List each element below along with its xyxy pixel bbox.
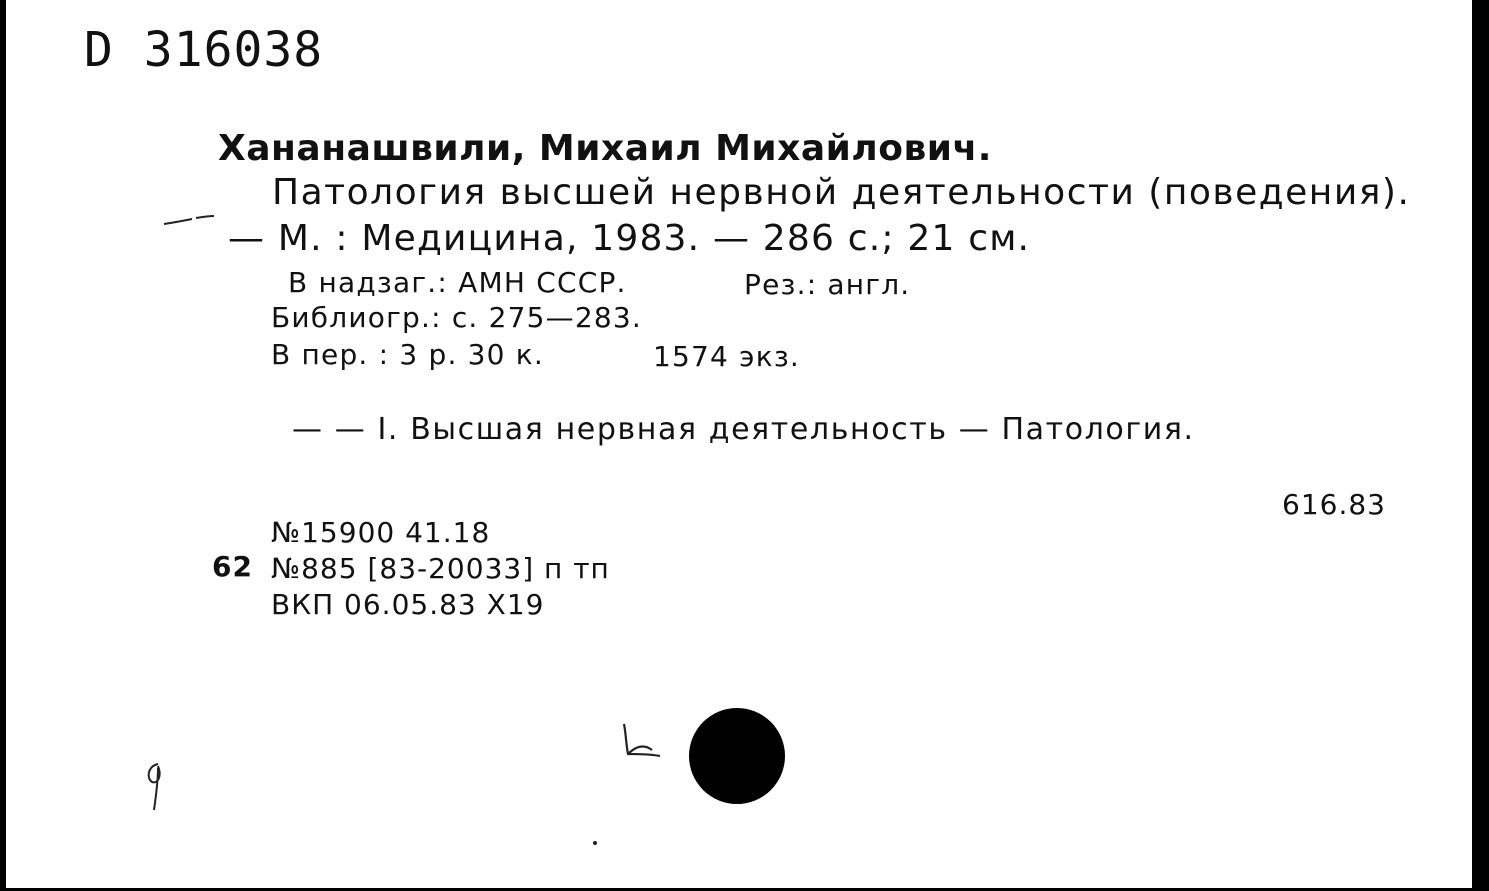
card-number-prefix: 62 [212,550,253,583]
publication-info: — М. : Медицина, 1983. — 286 с.; 21 см. [228,218,1031,259]
catalog-card [6,0,1472,888]
record-number: №15900 41.18 [271,516,491,549]
note-summary: Рез.: англ. [744,268,911,301]
handwritten-9-mark [140,758,170,816]
filled-circle-mark [689,708,785,804]
price-note: В пер. : 3 р. 30 к. [271,338,544,371]
book-title: Патология высшей нервной деятельности (поведения). [272,172,1411,213]
call-number: D 316038 [84,22,324,78]
note-header: В надзаг.: АМН СССР. [288,266,627,299]
stray-dot [590,838,600,848]
order-number: №885 [83-20033] п тп [271,552,610,585]
handwritten-l-mark [618,720,668,764]
bibliography-note: Библиогр.: с. 275—283. [271,301,642,334]
print-run: 1574 экз. [653,340,801,373]
udc-number: 616.83 [1282,488,1386,521]
author-heading: Хананашвили, Михаил Михайлович. [218,128,992,169]
pencil-dash-mark [162,210,222,230]
subject-heading: — — I. Высшая нервная деятельность — Патология. [292,412,1195,447]
registration-line: ВКП 06.05.83 X19 [271,588,545,621]
